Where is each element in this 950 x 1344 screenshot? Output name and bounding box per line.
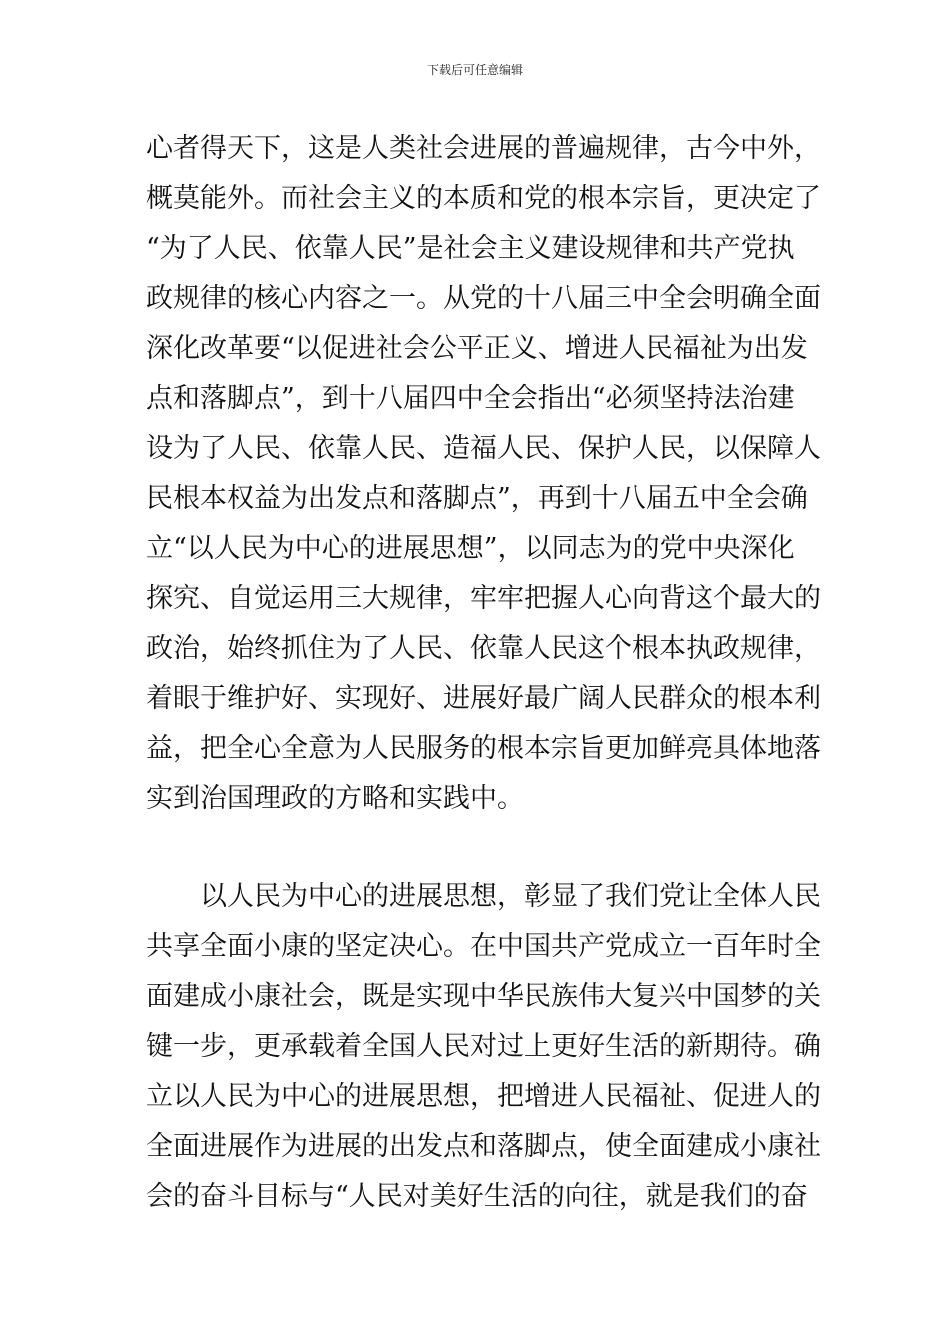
- text-line: 益，把全心全意为人民服务的根本宗旨更加鲜亮具体地落: [146, 733, 821, 764]
- text-line: 政治，始终抓住为了人民、依靠人民这个根本执政规律，: [146, 633, 821, 664]
- text-line: 深化改革要“以促进社会公平正义、增进人民福祉为出发: [146, 333, 808, 364]
- text-line: 以人民为中心的进展思想，彰显了我们党让全体人民: [146, 881, 821, 912]
- text-line: 心者得天下，这是人类社会进展的普遍规律，古今中外，: [146, 133, 821, 164]
- text-line: 实到治国理政的方略和实践中。: [146, 783, 524, 814]
- text-line: 探究、自觉运用三大规律，牢牢把握人心向背这个最大的: [146, 583, 821, 614]
- text-line: 设为了人民、依靠人民、造福人民、保护人民，以保障人: [146, 433, 821, 464]
- text-line: 面建成小康社会，既是实现中华民族伟大复兴中国梦的关: [146, 981, 821, 1012]
- page-header: 下载后可任意编辑: [426, 63, 523, 77]
- text-line: 共享全面小康的坚定决心。在中国共产党成立一百年时全: [146, 931, 821, 962]
- text-line: 点和落脚点”，到十八届四中全会指出“必须坚持法治建: [146, 383, 795, 414]
- text-line: 会的奋斗目标与“人民对美好生活的向往，就是我们的奋: [146, 1181, 808, 1212]
- text-line: 立以人民为中心的进展思想，把增进人民福祉、促进人的: [146, 1081, 821, 1112]
- text-line: 立“以人民为中心的进展思想”，以同志为的党中央深化: [146, 533, 795, 564]
- text-line: 政规律的核心内容之一。从党的十八届三中全会明确全面: [146, 283, 821, 314]
- paragraph-1: [146, 124, 821, 824]
- text-line: 键一步，更承载着全国人民对过上更好生活的新期待。确: [146, 1031, 821, 1062]
- text-line: 民根本权益为出发点和落脚点”，再到十八届五中全会确: [146, 483, 808, 514]
- paragraph-2: [146, 872, 821, 1222]
- text-line: 概莫能外。而社会主义的本质和党的根本宗旨，更决定了: [146, 183, 821, 214]
- text-line: 全面进展作为进展的出发点和落脚点，使全面建成小康社: [146, 1131, 821, 1162]
- text-line: 着眼于维护好、实现好、进展好最广阔人民群众的根本利: [146, 683, 821, 714]
- text-line: “为了人民、依靠人民”是社会主义建设规律和共产党执: [146, 233, 795, 264]
